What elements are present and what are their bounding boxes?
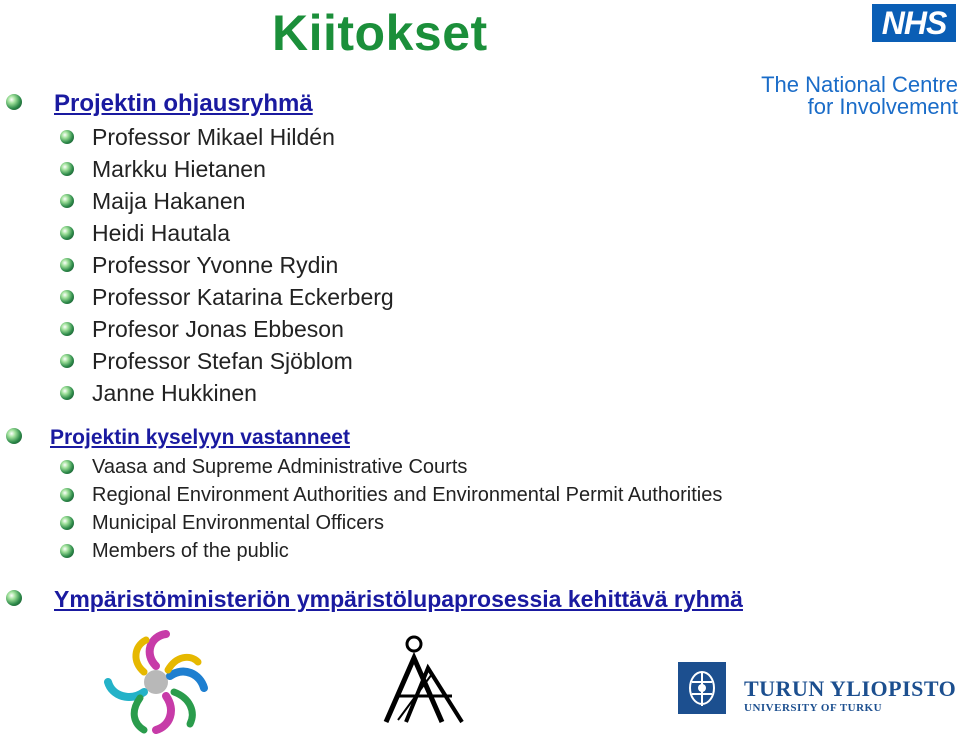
list-item: Professor Mikael Hildén — [92, 124, 335, 150]
turku-crest-icon — [678, 662, 726, 714]
nci-logo-line2: for Involvement — [807, 94, 958, 119]
list-item: Janne Hukkinen — [92, 380, 257, 406]
list-item: Professor Katarina Eckerberg — [92, 284, 394, 310]
nci-logo-line1: The National Centre — [761, 72, 958, 97]
bullet-icon — [6, 590, 22, 606]
letter-a-emblem-logo — [378, 634, 470, 726]
list-item: Maija Hakanen — [92, 188, 246, 214]
bullet-icon — [60, 226, 74, 240]
list-item: Profesor Jonas Ebbeson — [92, 316, 344, 342]
section-heading-ministry-group: Ympäristöministeriön ympäristölupaprosessia kehittävä ryhmä — [54, 586, 743, 612]
bullet-icon — [60, 354, 74, 368]
list-item: Members of the public — [92, 540, 289, 562]
list-item: Regional Environment Authorities and Environmental Permit Authorities — [92, 484, 723, 506]
bullet-icon — [60, 460, 74, 474]
slide-title: Kiitokset — [272, 5, 488, 61]
bullet-icon — [60, 258, 74, 272]
bullet-icon — [60, 322, 74, 336]
bullet-icon — [60, 386, 74, 400]
section-heading-survey-respondents: Projektin kyselyyn vastanneet — [50, 426, 350, 449]
nci-logo — [736, 74, 958, 118]
list-item: Professor Yvonne Rydin — [92, 252, 339, 278]
bullet-icon — [60, 130, 74, 144]
bullet-icon — [60, 162, 74, 176]
list-item: Professor Stefan Sjöblom — [92, 348, 353, 374]
section-heading-steering-group: Projektin ohjausryhmä — [54, 90, 313, 117]
bullet-icon — [60, 516, 74, 530]
bullet-icon — [60, 194, 74, 208]
nhs-logo: NHS — [872, 4, 956, 42]
list-item: Municipal Environmental Officers — [92, 512, 384, 534]
bullet-icon — [6, 94, 22, 110]
turku-logo-text: TURUN YLIOPISTO — [744, 676, 957, 701]
bullet-icon — [6, 428, 22, 444]
list-item: Vaasa and Supreme Administrative Courts — [92, 456, 468, 478]
list-item: Heidi Hautala — [92, 220, 231, 246]
pinwheel-logo — [100, 626, 212, 734]
bullet-icon — [60, 488, 74, 502]
bullet-icon — [60, 544, 74, 558]
turku-logo-subtext: UNIVERSITY OF TURKU — [744, 702, 883, 714]
bullet-icon — [60, 290, 74, 304]
list-item: Markku Hietanen — [92, 156, 266, 182]
